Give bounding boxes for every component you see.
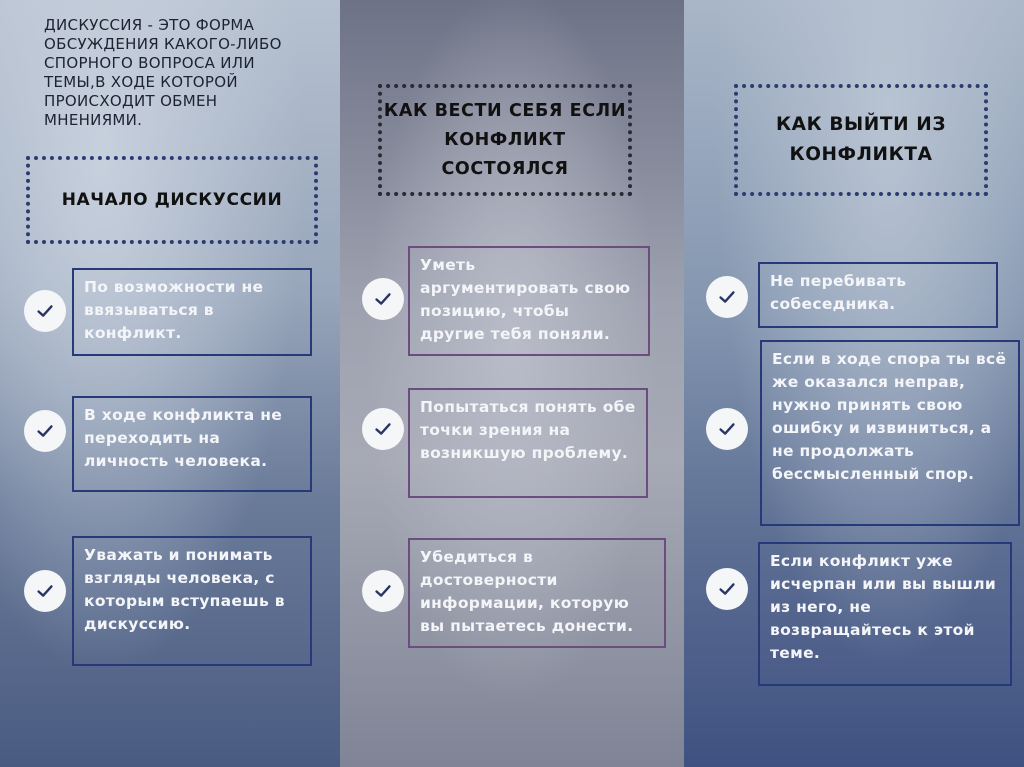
list-item: Уметь аргументировать свою позицию, чтобы другие тебя поняли.	[408, 246, 650, 356]
list-item: Не перебивать собеседника.	[758, 262, 998, 328]
check-icon	[24, 290, 66, 332]
list-item: Если в ходе спора ты всё же оказался неправ, нужно принять свою ошибку и извиниться, а не продолжать бессмысленный спор.	[760, 340, 1020, 526]
check-icon	[24, 570, 66, 612]
panel-exit-conflict	[684, 0, 1024, 767]
definition-text: ДИСКУССИЯ - ЭТО ФОРМА ОБСУЖДЕНИЯ КАКОГО-ЛИБО СПОРНОГО ВОПРОСА ИЛИ ТЕМЫ,В ХОДЕ КОТОРОЙ ПРОИСХОДИТ ОБМЕН МНЕНИЯМИ.	[44, 16, 282, 129]
panel-conflict-behavior	[340, 0, 684, 767]
list-item: В ходе конфликта не переходить на личность человека.	[72, 396, 312, 492]
list-item: Попытаться понять обе точки зрения на возникшую проблему.	[408, 388, 648, 498]
list-item: Если конфликт уже исчерпан или вы вышли из него, не возвращайтесь к этой теме.	[758, 542, 1012, 686]
check-icon	[362, 570, 404, 612]
check-icon	[706, 276, 748, 318]
check-icon	[24, 410, 66, 452]
check-icon	[706, 568, 748, 610]
heading-label: КАК ВЕСТИ СЕБЯ ЕСЛИ КОНФЛИКТ СОСТОЯЛСЯ	[383, 100, 627, 179]
list-item: Уважать и понимать взгляды человека, с которым вступаешь в дискуссию.	[72, 536, 312, 666]
list-item: По возможности не ввязываться в конфликт.	[72, 268, 312, 356]
heading-discussion-start	[26, 156, 318, 244]
panel-discussion-start	[0, 0, 340, 767]
heading-exit-conflict	[734, 84, 988, 196]
list-item: Убедиться в достоверности информации, которую вы пытаетесь донести.	[408, 538, 666, 648]
check-icon	[362, 408, 404, 450]
check-icon	[706, 408, 748, 450]
heading-label: НАЧАЛО ДИСКУССИИ	[61, 190, 283, 210]
heading-label: КАК ВЫЙТИ ИЗ КОНФЛИКТА	[775, 114, 947, 165]
check-icon	[362, 278, 404, 320]
heading-conflict-behavior	[378, 84, 632, 196]
